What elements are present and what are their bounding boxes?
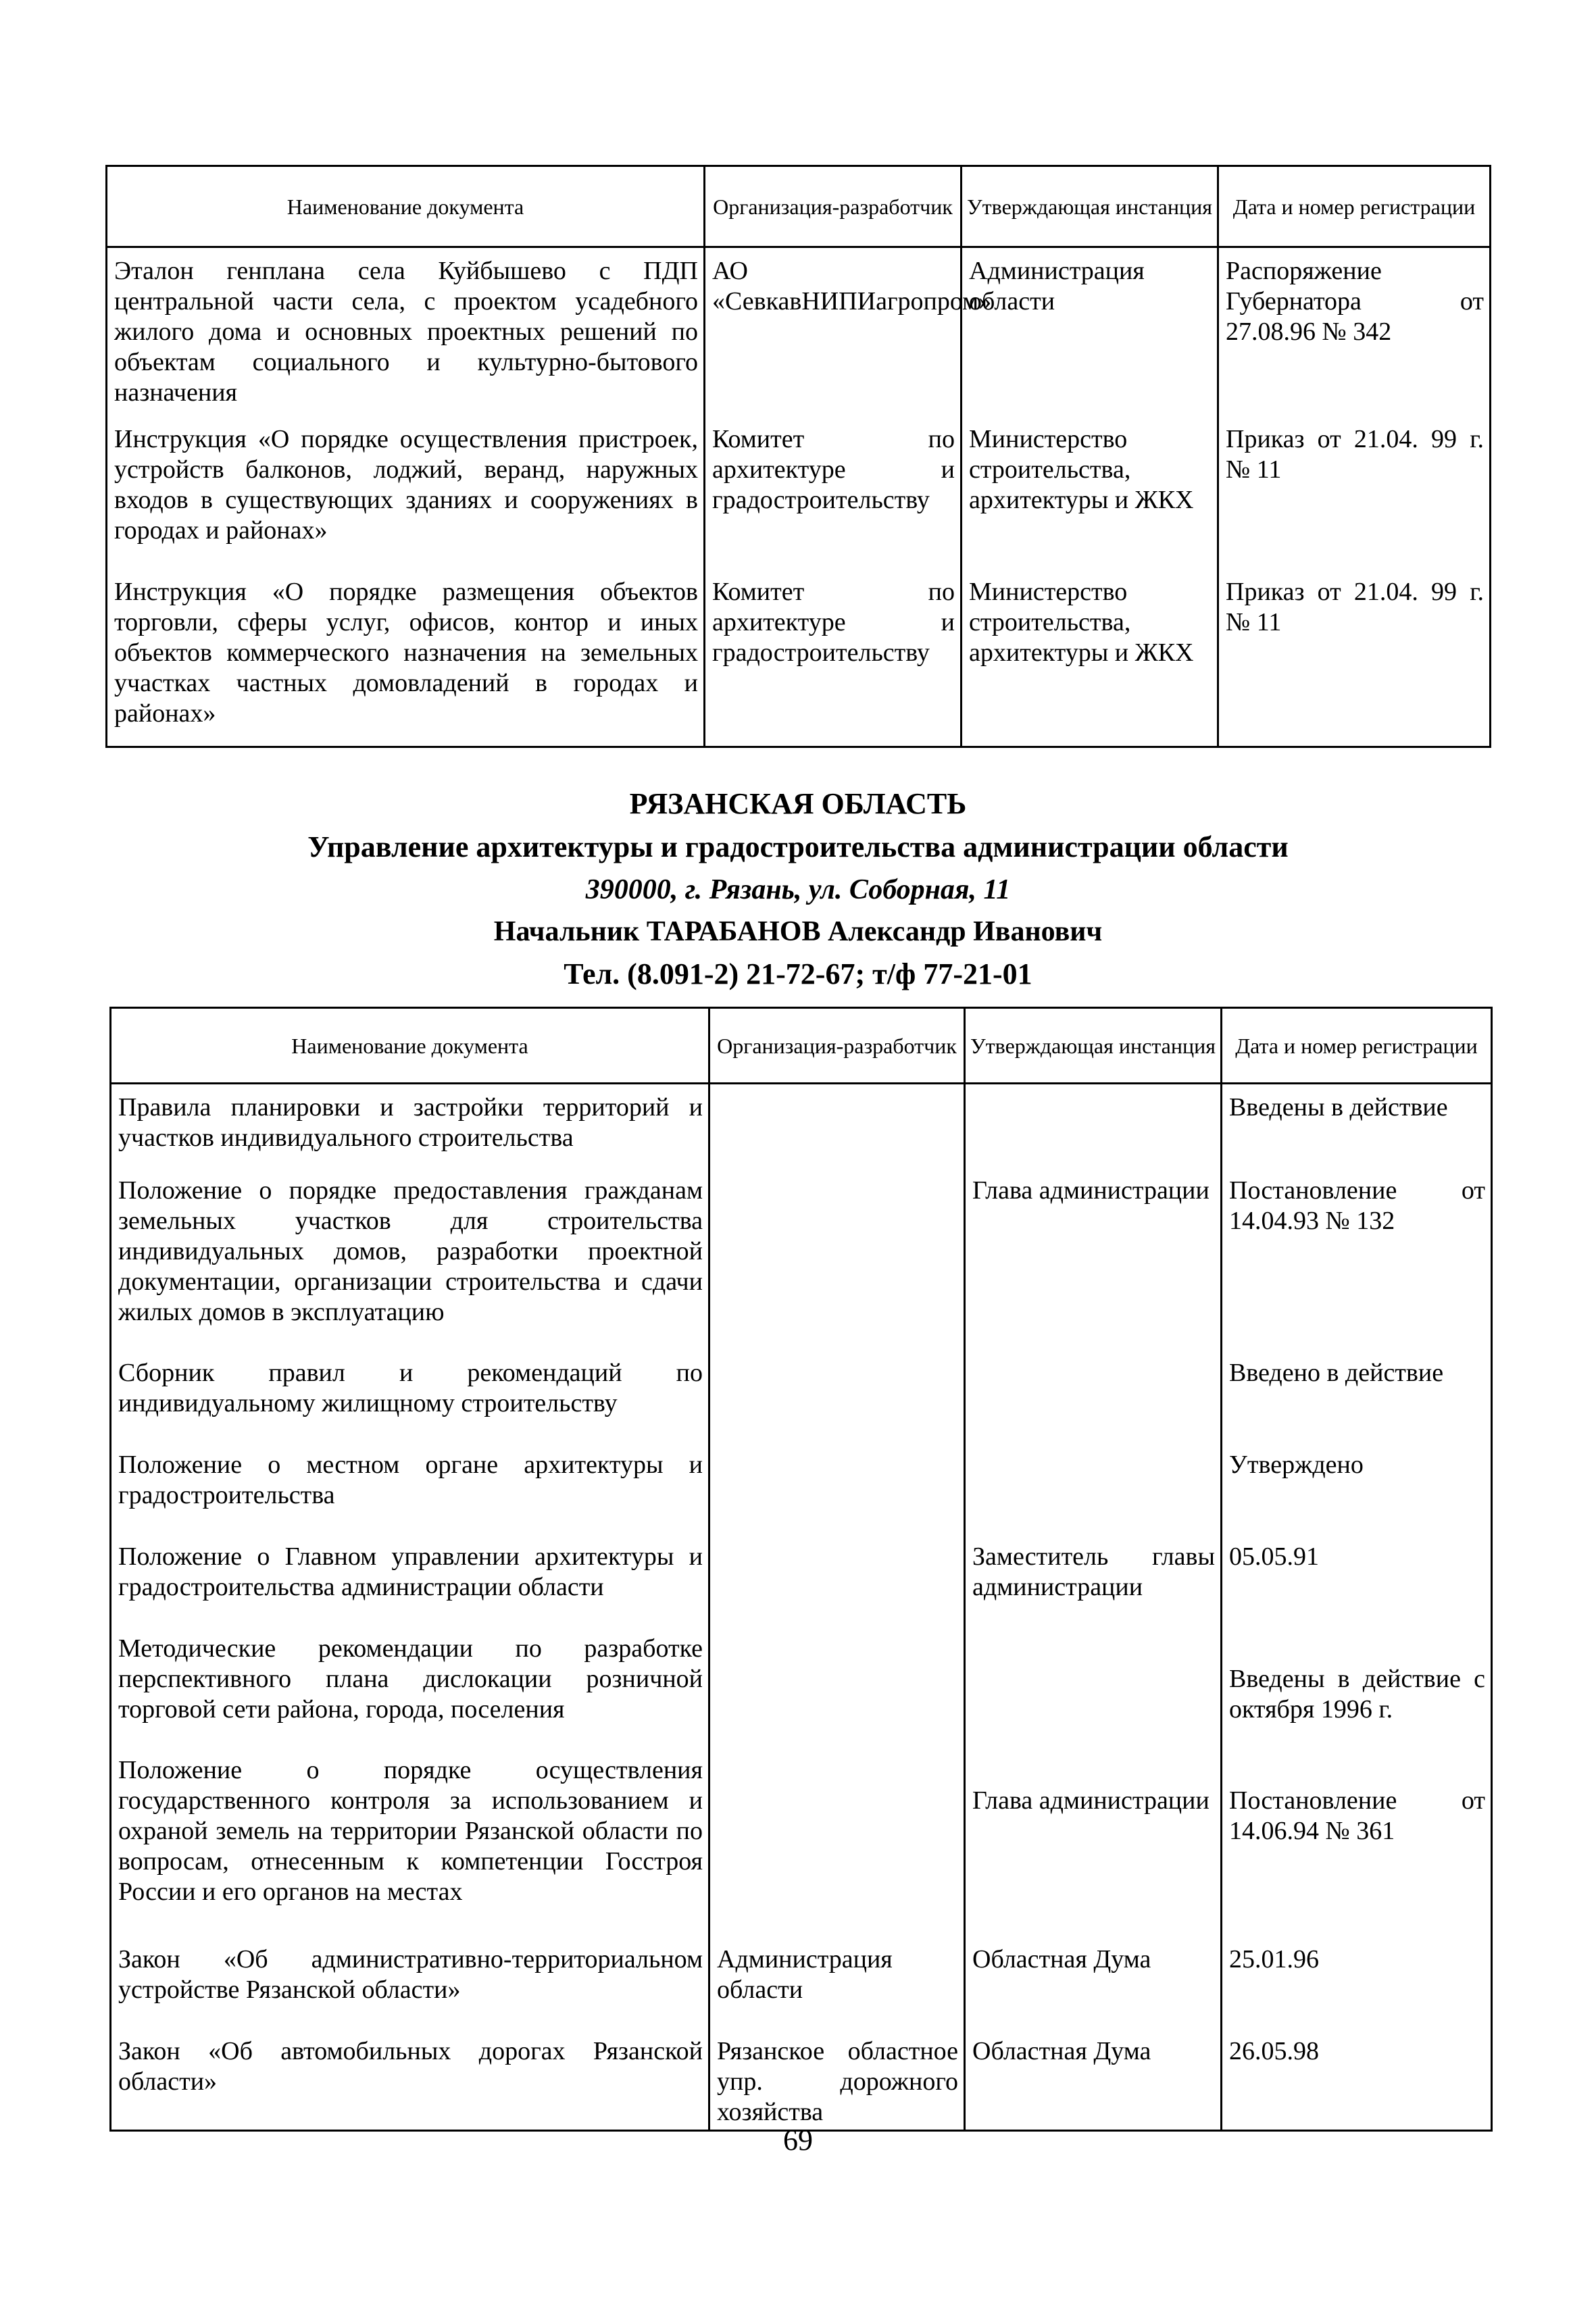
table-row (107, 424, 1491, 577)
cell-document-name: Положение о местном органе архитектуры и градостроительства (111, 1450, 709, 1542)
table-row (107, 247, 1491, 424)
table-row (111, 1634, 1492, 1755)
table-header-row (107, 166, 1491, 247)
cell-approver: Министерство строительства, архитектуры и ЖКХ (962, 577, 1218, 747)
cell-document-name: Инструкция «О порядке осуществления пристроек, устройств балконов, лоджий, веранд, наружных входов в существующих зданиях и сооружениях в городах и районах» (107, 424, 705, 577)
cell-approver: Областная Дума (965, 1944, 1222, 2036)
cell-developer: АО «СевкавНИПИагропром» (705, 247, 962, 424)
cell-developer (709, 1084, 965, 1176)
cell-registration: Приказ от 21.04. 99 г. № 11 (1218, 424, 1491, 577)
cell-approver: Министерство строительства, архитектуры и ЖКХ (962, 424, 1218, 577)
cell-registration: Введены в действие (1222, 1084, 1492, 1176)
department-chief: Начальник ТАРАБАНОВ Александр Иванович (493, 916, 1103, 947)
cell-approver: Глава администрации (965, 1755, 1222, 1944)
cell-developer: Комитет по архитектуре и градостроительству (705, 577, 962, 747)
cell-developer (709, 1755, 965, 1944)
header-approver: Утверждающая инстанция (965, 1008, 1222, 1084)
department-phone: Тел. (8.091-2) 21-72-67; т/ф 77-21-01 (564, 957, 1032, 990)
cell-developer: Рязанское областное упр. дорожного хозяйства (709, 2036, 965, 2131)
department-title: Управление архитектуры и градостроительства администрации области (307, 830, 1289, 863)
cell-registration: Постановление от 14.06.94 № 361 (1222, 1755, 1492, 1944)
cell-registration: Введены в действие с октября 1996 г. (1222, 1634, 1492, 1755)
cell-developer (709, 1450, 965, 1542)
cell-developer: Комитет по архитектуре и градостроительству (705, 424, 962, 577)
table-header-row (111, 1008, 1492, 1084)
header-developer: Организация-разработчик (709, 1008, 965, 1084)
cell-registration: Утверждено (1222, 1450, 1492, 1542)
header-registration: Дата и номер регистрации (1222, 1008, 1492, 1084)
region-title: РЯЗАНСКАЯ ОБЛАСТЬ (629, 787, 967, 820)
table-row (111, 1755, 1492, 1944)
cell-approver (965, 1450, 1222, 1542)
cell-approver: Областная Дума (965, 2036, 1222, 2131)
cell-approver (965, 1358, 1222, 1450)
header-document-name: Наименование документа (107, 166, 705, 247)
cell-document-name: Закон «Об автомобильных дорогах Рязанской области» (111, 2036, 709, 2131)
cell-developer: Администрация области (709, 1944, 965, 2036)
cell-document-name: Методические рекомендации по разработке перспективного плана дислокации розничной торговой сети района, города, поселения (111, 1634, 709, 1755)
header-approver: Утверждающая инстанция (962, 166, 1218, 247)
cell-registration: 26.05.98 (1222, 2036, 1492, 2131)
cell-registration: 05.05.91 (1222, 1542, 1492, 1634)
cell-document-name: Правила планировки и застройки территорий и участков индивидуального строительства (111, 1084, 709, 1176)
cell-developer (709, 1542, 965, 1634)
cell-document-name: Положение о Главном управлении архитектуры и градостроительства администрации области (111, 1542, 709, 1634)
cell-developer (709, 1176, 965, 1358)
cell-registration: Приказ от 21.04. 99 г. № 11 (1218, 577, 1491, 747)
cell-document-name: Закон «Об административно-территориальном устройстве Рязанской области» (111, 1944, 709, 2036)
cell-document-name: Положение о порядке осуществления государственного контроля за использованием и охраной земель на территории Рязанской области по вопросам, отнесенным к компетенции Госстроя России и его органов на местах (111, 1755, 709, 1944)
cell-developer (709, 1358, 965, 1450)
table-row (111, 1084, 1492, 1176)
page-number: 69 (783, 2123, 813, 2157)
cell-approver (965, 1084, 1222, 1176)
cell-document-name: Положение о порядке предоставления гражданам земельных участков для строительства индивидуальных домов, разработки проектной документации, организации строительства и сдачи жилых домов в эксплуатацию (111, 1176, 709, 1358)
table-row (107, 577, 1491, 747)
documents-table-2 (109, 1007, 1493, 2132)
cell-registration: Постановление от 14.04.93 № 132 (1222, 1176, 1492, 1358)
cell-approver: Заместитель главы администрации (965, 1542, 1222, 1634)
cell-registration: Распоряжение Губернатора от 27.08.96 № 342 (1218, 247, 1491, 424)
cell-approver: Глава администрации (965, 1176, 1222, 1358)
header-document-name: Наименование документа (111, 1008, 709, 1084)
cell-registration: Введено в действие (1222, 1358, 1492, 1450)
cell-document-name: Инструкция «О порядке размещения объектов торговли, сферы услуг, офисов, контор и иных объектов коммерческого назначения на земельных участках частных домовладений в городах и районах» (107, 577, 705, 747)
cell-approver: Администрация области (962, 247, 1218, 424)
documents-table-1 (105, 165, 1491, 748)
table-row (111, 1450, 1492, 1542)
table-row (111, 1358, 1492, 1450)
cell-registration: 25.01.96 (1222, 1944, 1492, 2036)
table-row (111, 2036, 1492, 2131)
table-row (111, 1944, 1492, 2036)
department-address: 390000, г. Рязань, ул. Соборная, 11 (585, 874, 1011, 905)
table-row (111, 1542, 1492, 1634)
cell-document-name: Эталон генплана села Куйбышево с ПДП центральной части села, с проектом усадебного жилого дома и основных проектных решений по объектам социального и культурно-бытового назначения (107, 247, 705, 424)
table-row (111, 1176, 1492, 1358)
header-developer: Организация-разработчик (705, 166, 962, 247)
header-registration: Дата и номер регистрации (1218, 166, 1491, 247)
cell-approver (965, 1634, 1222, 1755)
cell-document-name: Сборник правил и рекомендаций по индивидуальному жилищному строительству (111, 1358, 709, 1450)
cell-developer (709, 1634, 965, 1755)
